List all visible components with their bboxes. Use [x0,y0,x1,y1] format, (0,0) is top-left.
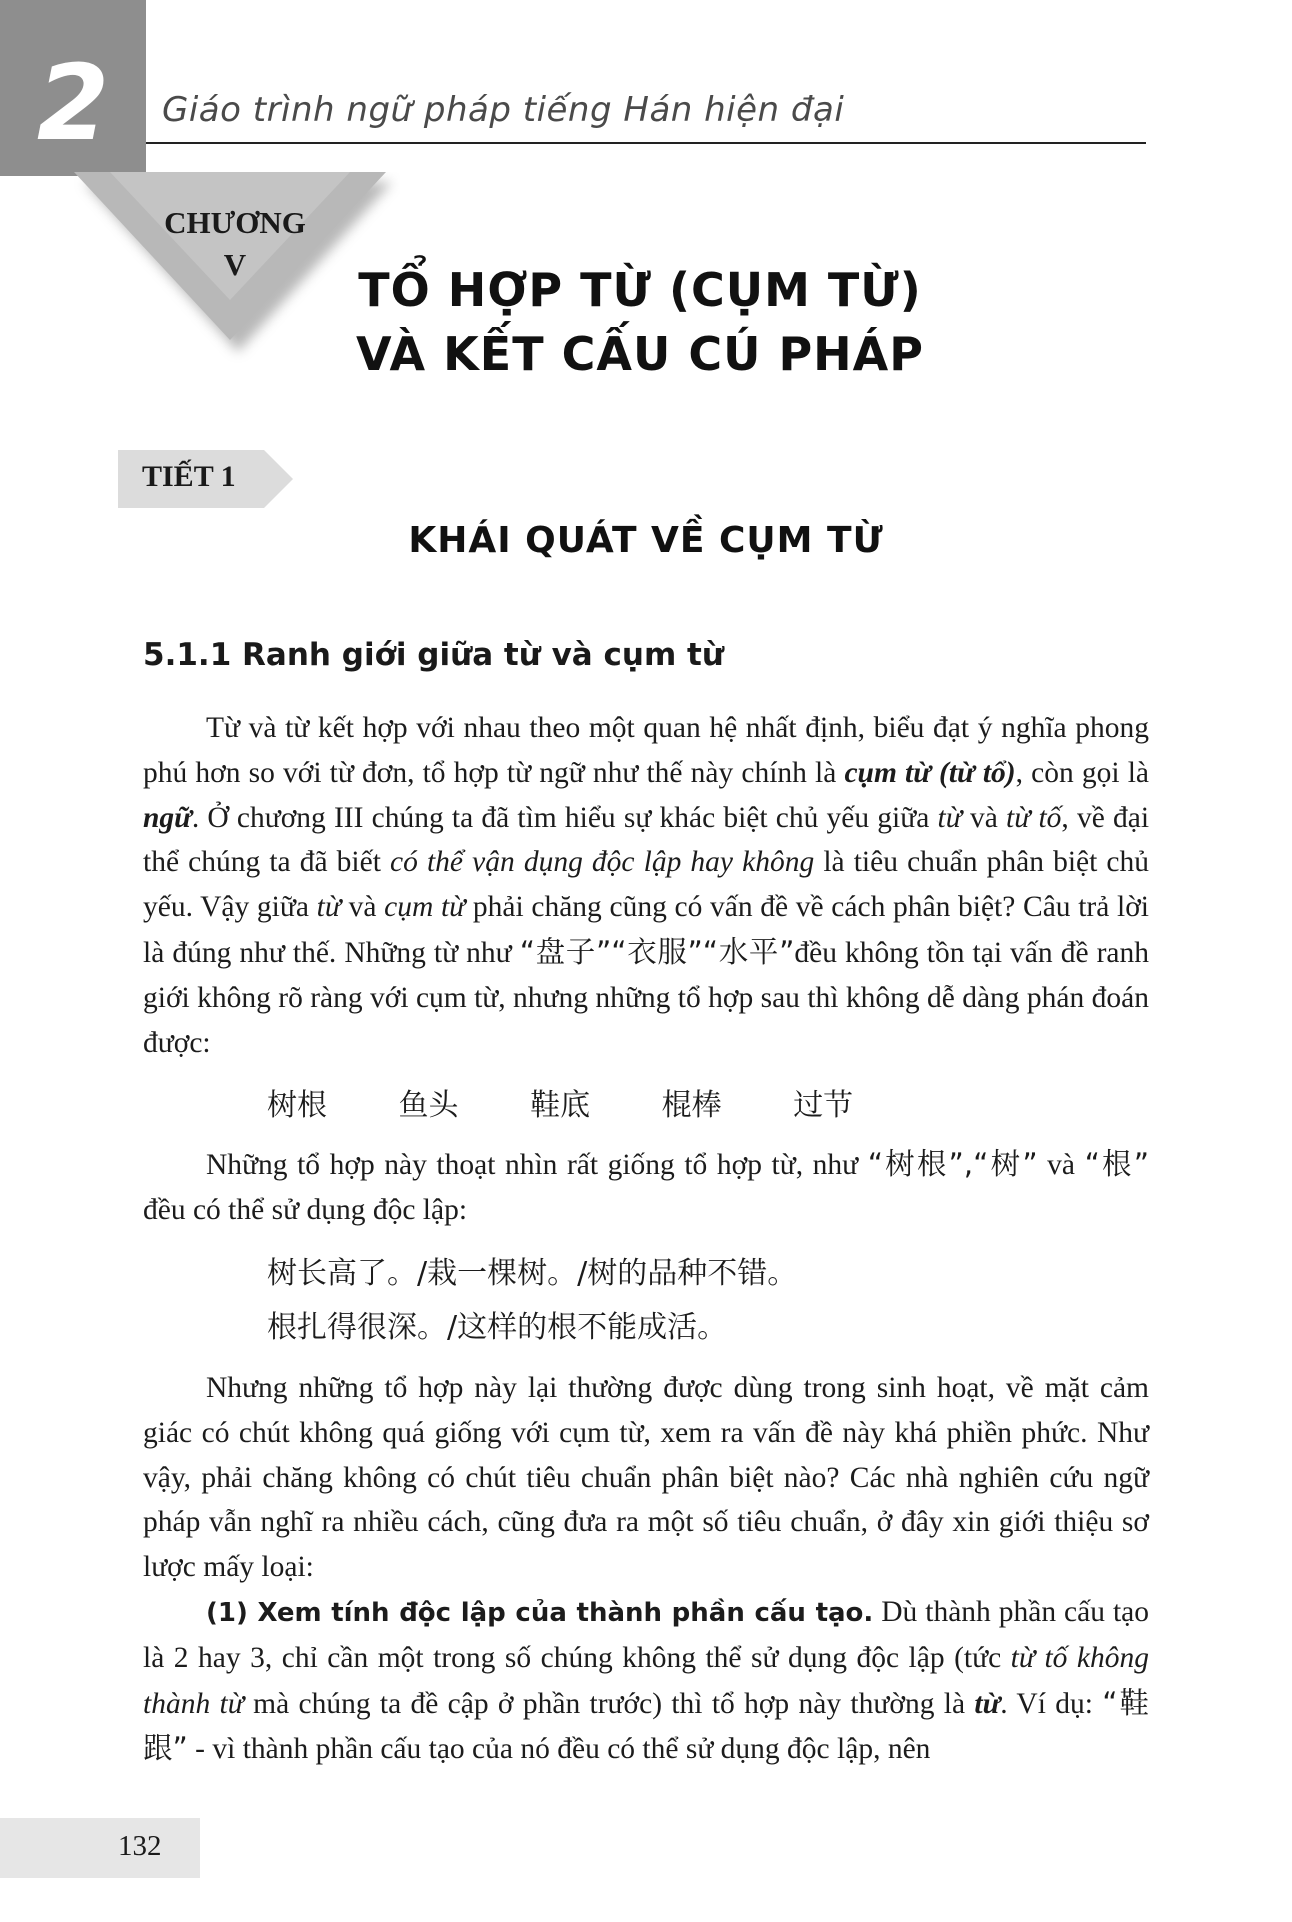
paragraph-1: Từ và từ kết hợp với nhau theo một quan hệ nhất định, biểu đạt ý nghĩa phong phú hơn so với từ đơn, tổ hợp từ ngữ như thế này chính là cụm từ (từ tổ), còn gọi là ngữ. Ở chương III chúng ta đã tìm hiểu sự khác biệt chủ yếu giữa từ và từ tố, về đại thể chúng ta đã biết có thể vận dụng độc lập hay không là tiêu chuẩn phân biệt chủ yếu. Vậy giữa từ và cụm từ phải chăng cũng có vấn đề về cách phân biệt? Câu trả lời là đúng như thế. Những từ như “盘子”“衣服”“水平”đều không tồn tại vấn đề ranh giới không rõ ràng với cụm từ, nhưng những tổ hợp sau thì không dễ dàng phán đoán được: [143,712,1150,1059]
example-sentence-1: 树长高了。/栽一棵树。/树的品种不错。 [267,1256,798,1291]
header-rule [146,142,1146,144]
chapter-label [120,202,350,286]
page-number-box [0,1818,200,1878]
chapter-title [340,258,940,386]
chapter-title-line2: VÀ KẾT CẤU CÚ PHÁP [356,327,924,381]
paragraph-4: (1) Xem tính độc lập của thành phần cấu tạo. Dù thành phần cấu tạo là 2 hay 3, chỉ cần một trong số chúng không thể sử dụng độc lập (tức từ tố không thành từ mà chúng ta đề cập ở phần trước) thì tổ hợp này thường là từ. Ví dụ: “鞋跟” - vì thành phần cấu tạo của nó đều có thể sử dụng độc lập, nên [143,1596,1149,1766]
page-number: 132 [118,1830,162,1862]
example-sentence-2: 根扎得很深。/这样的根不能成活。 [267,1310,728,1345]
running-title: Giáo trình ngữ pháp tiếng Hán hiện đại [162,90,845,130]
section-tag: TIẾT 1 [142,460,236,493]
example-word: 鱼头 [398,1088,459,1123]
chapter-label-line1: CHƯƠNG [164,205,306,240]
chapter-number: 2 [36,42,110,164]
example-words [267,1080,915,1124]
chapter-title-line1: TỔ HỢP TỪ (CỤM TỪ) [358,263,922,317]
paragraph-3: Nhưng những tổ hợp này lại thường được dùng trong sinh hoạt, về mặt cảm giác có chút không quá giống với cụm từ, xem ra vấn đề này khá phiền phức. Như vậy, phải chăng không có chút tiêu chuẩn phân biệt nào? Các nhà nghiên cứu ngữ pháp vẫn nghĩ ra nhiều cách, cũng đưa ra một số tiêu chuẩn, ở đây xin giới thiệu sơ lược mấy loại: [143,1372,1149,1584]
chapter-label-line2: V [223,247,247,282]
example-word: 树根 [267,1088,327,1123]
example-word: 棍棒 [661,1088,722,1123]
section-title: KHÁI QUÁT VỀ CỤM TỪ [408,520,884,561]
example-word: 过节 [793,1088,854,1123]
subsection-title: 5.1.1 Ranh giới giữa từ và cụm từ [143,637,724,673]
paragraph-2: Những tổ hợp này thoạt nhìn rất giống tổ hợp từ, như “树根”,“树” và “根” đều có thể sử dụng độc lập: [143,1147,1150,1226]
example-word: 鞋底 [530,1088,591,1123]
